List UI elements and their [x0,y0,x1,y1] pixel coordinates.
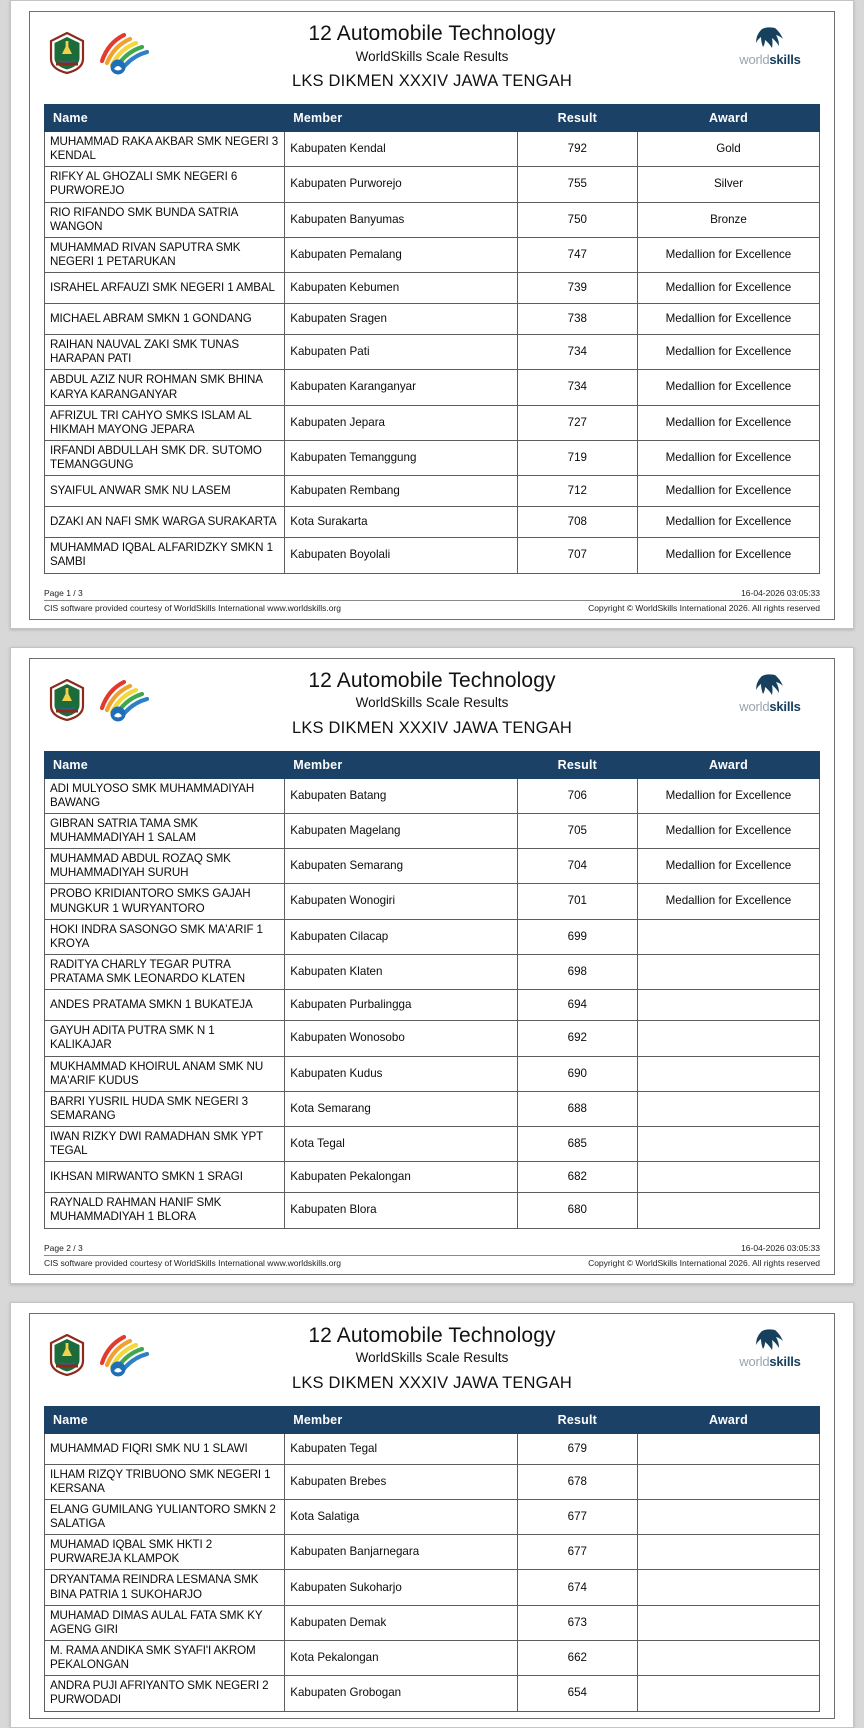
table-header-row [45,1406,820,1433]
document-header [44,1322,820,1400]
cell-member: Kabupaten Klaten [285,954,518,989]
cell-member: Kabupaten Magelang [285,813,518,848]
copyright-notice: Copyright © WorldSkills International 2026. All rights reserved [588,1257,820,1268]
table-row[interactable] [45,1091,820,1126]
results-table [44,751,820,1229]
cell-member: Kabupaten Batang [285,778,518,813]
cell-member: Kabupaten Banyumas [285,202,518,237]
cell-award [637,1676,819,1711]
cell-name: MUHAMMAD IQBAL ALFARIDZKY SMKN 1 SAMBI [45,538,285,573]
cell-member: Kabupaten Kudus [285,1056,518,1091]
table-row[interactable] [45,1021,820,1056]
cell-member: Kabupaten Cilacap [285,919,518,954]
cell-award [637,1433,819,1464]
cell-result: 680 [517,1193,637,1228]
jawa-tengah-emblem-icon [48,1334,86,1376]
cell-result: 712 [517,476,637,507]
cell-award [637,954,819,989]
cell-name: MICHAEL ABRAM SMKN 1 GONDANG [45,304,285,335]
column-header-award[interactable]: Award [637,751,819,778]
column-header-member[interactable]: Member [285,751,518,778]
column-header-name[interactable]: Name [45,105,285,132]
page-subtitle: WorldSkills Scale Results [355,695,509,711]
cell-result: 673 [517,1605,637,1640]
wordmark-world: world [739,1353,770,1369]
page-title: 12 Automobile Technology [308,668,556,692]
cell-member: Kabupaten Temanggung [285,440,518,475]
wordmark-skills: skills [769,52,801,67]
cell-name: ANDES PRATAMA SMKN 1 BUKATEJA [45,990,285,1021]
cell-result: 677 [517,1535,637,1570]
cell-name: ISRAHEL ARFAUZI SMK NEGERI 1 AMBAL [45,273,285,304]
worldskills-logo [722,1328,818,1368]
cis-notice: CIS software provided courtesy of WorldSkills International www.worldskills.org [44,1257,341,1268]
cell-name: MUHAMAD IQBAL SMK HKTI 2 PURWAREJA KLAMPOK [45,1535,285,1570]
cell-name: AFRIZUL TRI CAHYO SMKS ISLAM AL HIKMAH MAYONG JEPARA [45,405,285,440]
cell-name: GIBRAN SATRIA TAMA SMK MUHAMMADIYAH 1 SALAM [45,813,285,848]
table-row[interactable] [45,884,820,919]
cell-name: RADITYA CHARLY TEGAR PUTRA PRATAMA SMK LEONARDO KLATEN [45,954,285,989]
table-row[interactable] [45,1433,820,1464]
cell-award [637,1605,819,1640]
column-header-result[interactable]: Result [517,1406,637,1433]
table-header [45,751,820,778]
cell-result: 755 [517,167,637,202]
cell-result: 738 [517,304,637,335]
cell-name: GAYUH ADITA PUTRA SMK N 1 KALIKAJAR [45,1021,285,1056]
cell-member: Kabupaten Pati [285,335,518,370]
cell-award [637,1641,819,1676]
document-footer [44,588,820,613]
copyright-notice: Copyright © WorldSkills International 2026. All rights reserved [588,602,820,613]
cell-name: RIFKY AL GHOZALI SMK NEGERI 6 PURWOREJO [45,167,285,202]
cell-name: MUHAMMAD RIVAN SAPUTRA SMK NEGERI 1 PETARUKAN [45,237,285,272]
title-block [44,20,820,95]
cell-member: Kabupaten Pemalang [285,237,518,272]
page-title: 12 Automobile Technology [308,22,556,45]
table-row[interactable] [45,476,820,507]
cell-name: ELANG GUMILANG YULIANTORO SMKN 2 SALATIGA [45,1499,285,1534]
cell-name: MUHAMMAD ABDUL ROZAQ SMK MUHAMMADIYAH SURUH [45,849,285,884]
table-header [45,105,820,132]
cell-name: IRFANDI ABDULLAH SMK DR. SUTOMO TEMANGGUNG [45,440,285,475]
cell-result: 654 [517,1676,637,1711]
page-number: Page 2 / 3 [44,1242,83,1253]
cell-result: 705 [517,813,637,848]
column-header-result[interactable]: Result [517,751,637,778]
cell-result: 706 [517,778,637,813]
table-row[interactable] [45,1641,820,1676]
table-row[interactable] [45,202,820,237]
cell-result: 750 [517,202,637,237]
cell-member: Kabupaten Kebumen [285,273,518,304]
table-row[interactable] [45,1056,820,1091]
cell-award [637,1162,819,1193]
table-row[interactable] [45,335,820,370]
cell-name: IKHSAN MIRWANTO SMKN 1 SRAGI [45,1162,285,1193]
table-header-row [45,751,820,778]
jawa-tengah-emblem-icon [48,679,86,721]
event-logos [48,675,158,725]
cell-name: PROBO KRIDIANTORO SMKS GAJAH MUNGKUR 1 WURYANTORO [45,884,285,919]
table-row[interactable] [45,370,820,405]
table-row[interactable] [45,132,820,167]
cell-result: 692 [517,1021,637,1056]
cell-result: 707 [517,538,637,573]
cell-result: 739 [517,273,637,304]
worldskills-logo [722,26,818,66]
cell-name: RAIHAN NAUVAL ZAKI SMK TUNAS HARAPAN PATI [45,335,285,370]
table-row[interactable] [45,273,820,304]
cell-award [637,1091,819,1126]
event-logos [48,1330,158,1380]
table-body [45,1433,820,1711]
cell-award: Medallion for Excellence [637,273,819,304]
document-page [10,1302,854,1728]
cell-member: Kabupaten Karanganyar [285,370,518,405]
table-row[interactable] [45,440,820,475]
cell-award: Medallion for Excellence [637,335,819,370]
worldskills-wordmark [722,1355,818,1368]
cell-name: HOKI INDRA SASONGO SMK MA'ARIF 1 KROYA [45,919,285,954]
cell-member: Kabupaten Sukoharjo [285,1570,518,1605]
cell-award: Medallion for Excellence [637,405,819,440]
cell-award: Medallion for Excellence [637,304,819,335]
table-row[interactable] [45,405,820,440]
cell-result: 682 [517,1162,637,1193]
cell-member: Kabupaten Jepara [285,405,518,440]
cell-award [637,1193,819,1228]
table-row[interactable] [45,1193,820,1228]
cell-result: 690 [517,1056,637,1091]
cell-award [637,1464,819,1499]
cell-result: 727 [517,405,637,440]
cell-name: ABDUL AZIZ NUR ROHMAN SMK BHINA KARYA KARANGANYAR [45,370,285,405]
table-row[interactable] [45,1127,820,1162]
document-footer [44,1243,820,1268]
cell-member: Kota Salatiga [285,1499,518,1534]
worldskills-logo [722,673,818,713]
table-row[interactable] [45,919,820,954]
results-table [44,1406,820,1712]
cell-award: Medallion for Excellence [637,778,819,813]
wordmark-world: world [739,698,770,714]
cell-result: 734 [517,335,637,370]
cell-member: Kabupaten Grobogan [285,1676,518,1711]
cell-result: 699 [517,919,637,954]
cell-award [637,1535,819,1570]
cell-result: 694 [517,990,637,1021]
worldskills-wordmark [722,53,818,66]
cell-member: Kabupaten Purbalingga [285,990,518,1021]
cell-award [637,990,819,1021]
column-header-award[interactable]: Award [637,1406,819,1433]
page-content [29,658,835,1275]
column-header-member[interactable]: Member [285,105,518,132]
cell-award: Medallion for Excellence [637,813,819,848]
table-row[interactable] [45,167,820,202]
cell-result: 677 [517,1499,637,1534]
table-body [45,132,820,574]
cell-result: 698 [517,954,637,989]
generated-timestamp: 16-04-2026 03:05:33 [741,587,820,598]
generated-timestamp: 16-04-2026 03:05:33 [741,1242,820,1253]
cell-name: SYAIFUL ANWAR SMK NU LASEM [45,476,285,507]
cell-award [637,919,819,954]
cell-member: Kota Semarang [285,1091,518,1126]
cell-result: 701 [517,884,637,919]
event-name: LKS DIKMEN XXXIV JAWA TENGAH [291,72,573,91]
document-header [44,20,820,98]
table-row[interactable] [45,813,820,848]
cell-name: ADI MULYOSO SMK MUHAMMADIYAH BAWANG [45,778,285,813]
cell-name: DRYANTAMA REINDRA LESMANA SMK BINA PATRIA 1 SUKOHARJO [45,1570,285,1605]
page-subtitle: WorldSkills Scale Results [355,48,509,64]
cell-result: 719 [517,440,637,475]
wordmark-world: world [739,52,770,67]
cell-award: Medallion for Excellence [637,884,819,919]
cell-name: DZAKI AN NAFI SMK WARGA SURAKARTA [45,507,285,538]
cell-member: Kabupaten Wonosobo [285,1021,518,1056]
table-body [45,778,820,1228]
lks-event-logo-icon [92,1333,150,1377]
cell-award: Silver [637,167,819,202]
table-row[interactable] [45,538,820,573]
column-header-member[interactable]: Member [285,1406,518,1433]
cell-result: 679 [517,1433,637,1464]
column-header-name[interactable]: Name [45,751,285,778]
jawa-tengah-emblem-icon [48,32,86,74]
column-header-award[interactable]: Award [637,105,819,132]
cell-member: Kabupaten Kendal [285,132,518,167]
page-number: Page 1 / 3 [44,587,83,598]
cell-member: Kabupaten Rembang [285,476,518,507]
cell-award: Medallion for Excellence [637,370,819,405]
cell-member: Kabupaten Brebes [285,1464,518,1499]
table-header [45,1406,820,1433]
cell-result: 662 [517,1641,637,1676]
page-title: 12 Automobile Technology [308,1323,556,1347]
document-page [10,0,854,629]
cell-member: Kabupaten Semarang [285,849,518,884]
cell-award [637,1021,819,1056]
page-content [29,11,835,620]
table-row[interactable] [45,237,820,272]
title-block [44,667,820,742]
cell-result: 747 [517,237,637,272]
worldskills-mark-icon [753,673,787,699]
cell-name: MUHAMMAD FIQRI SMK NU 1 SLAWI [45,1433,285,1464]
table-row[interactable] [45,778,820,813]
cell-name: ILHAM RIZQY TRIBUONO SMK NEGERI 1 KERSANA [45,1464,285,1499]
cell-award: Medallion for Excellence [637,538,819,573]
table-row[interactable] [45,507,820,538]
cell-result: 674 [517,1570,637,1605]
cell-member: Kota Tegal [285,1127,518,1162]
event-logos [48,28,158,78]
table-header-row [45,105,820,132]
table-row[interactable] [45,1676,820,1711]
cell-member: Kabupaten Sragen [285,304,518,335]
cell-award: Bronze [637,202,819,237]
column-header-result[interactable]: Result [517,105,637,132]
cell-result: 792 [517,132,637,167]
cell-award: Medallion for Excellence [637,507,819,538]
table-row[interactable] [45,954,820,989]
cell-name: RIO RIFANDO SMK BUNDA SATRIA WANGON [45,202,285,237]
worldskills-mark-icon [753,1328,787,1354]
worldskills-mark-icon [753,26,787,52]
cell-member: Kota Surakarta [285,507,518,538]
cell-member: Kabupaten Purworejo [285,167,518,202]
cell-result: 678 [517,1464,637,1499]
page-subtitle: WorldSkills Scale Results [355,1350,509,1366]
table-row[interactable] [45,1464,820,1499]
title-block [44,1322,820,1397]
table-row[interactable] [45,1162,820,1193]
cell-member: Kabupaten Boyolali [285,538,518,573]
cell-result: 685 [517,1127,637,1162]
table-row[interactable] [45,849,820,884]
document-page [10,647,854,1284]
cell-name: RAYNALD RAHMAN HANIF SMK MUHAMMADIYAH 1 BLORA [45,1193,285,1228]
cell-member: Kabupaten Blora [285,1193,518,1228]
cell-name: M. RAMA ANDIKA SMK SYAFI'I AKROM PEKALONGAN [45,1641,285,1676]
wordmark-skills: skills [769,1353,801,1369]
cell-name: MUHAMAD DIMAS AULAL FATA SMK KY AGENG GIRI [45,1605,285,1640]
results-table [44,104,820,574]
cell-member: Kabupaten Wonogiri [285,884,518,919]
cell-award [637,1056,819,1091]
cell-member: Kabupaten Banjarnegara [285,1535,518,1570]
table-row[interactable] [45,990,820,1021]
cell-award: Medallion for Excellence [637,440,819,475]
cell-member: Kabupaten Pekalongan [285,1162,518,1193]
cell-award: Medallion for Excellence [637,849,819,884]
cell-name: IWAN RIZKY DWI RAMADHAN SMK YPT TEGAL [45,1127,285,1162]
cell-name: ANDRA PUJI AFRIYANTO SMK NEGERI 2 PURWODADI [45,1676,285,1711]
cell-award: Medallion for Excellence [637,476,819,507]
cis-notice: CIS software provided courtesy of WorldSkills International www.worldskills.org [44,602,341,613]
cell-name: MUKHAMMAD KHOIRUL ANAM SMK NU MA'ARIF KUDUS [45,1056,285,1091]
event-name: LKS DIKMEN XXXIV JAWA TENGAH [291,1373,573,1392]
lks-event-logo-icon [92,678,150,722]
table-row[interactable] [45,1535,820,1570]
document-header [44,667,820,745]
table-row[interactable] [45,1605,820,1640]
page-content [29,1313,835,1719]
cell-result: 734 [517,370,637,405]
cell-member: Kabupaten Demak [285,1605,518,1640]
lks-event-logo-icon [92,31,150,75]
cell-result: 688 [517,1091,637,1126]
cell-name: MUHAMMAD RAKA AKBAR SMK NEGERI 3 KENDAL [45,132,285,167]
cell-name: BARRI YUSRIL HUDA SMK NEGERI 3 SEMARANG [45,1091,285,1126]
worldskills-wordmark [722,700,818,713]
table-row[interactable] [45,1499,820,1534]
cell-result: 708 [517,507,637,538]
cell-member: Kabupaten Tegal [285,1433,518,1464]
cell-award: Medallion for Excellence [637,237,819,272]
wordmark-skills: skills [769,698,801,714]
column-header-name[interactable]: Name [45,1406,285,1433]
cell-award: Gold [637,132,819,167]
event-name: LKS DIKMEN XXXIV JAWA TENGAH [291,718,573,737]
cell-member: Kota Pekalongan [285,1641,518,1676]
cell-award [637,1499,819,1534]
table-row[interactable] [45,304,820,335]
cell-award [637,1127,819,1162]
cell-result: 704 [517,849,637,884]
